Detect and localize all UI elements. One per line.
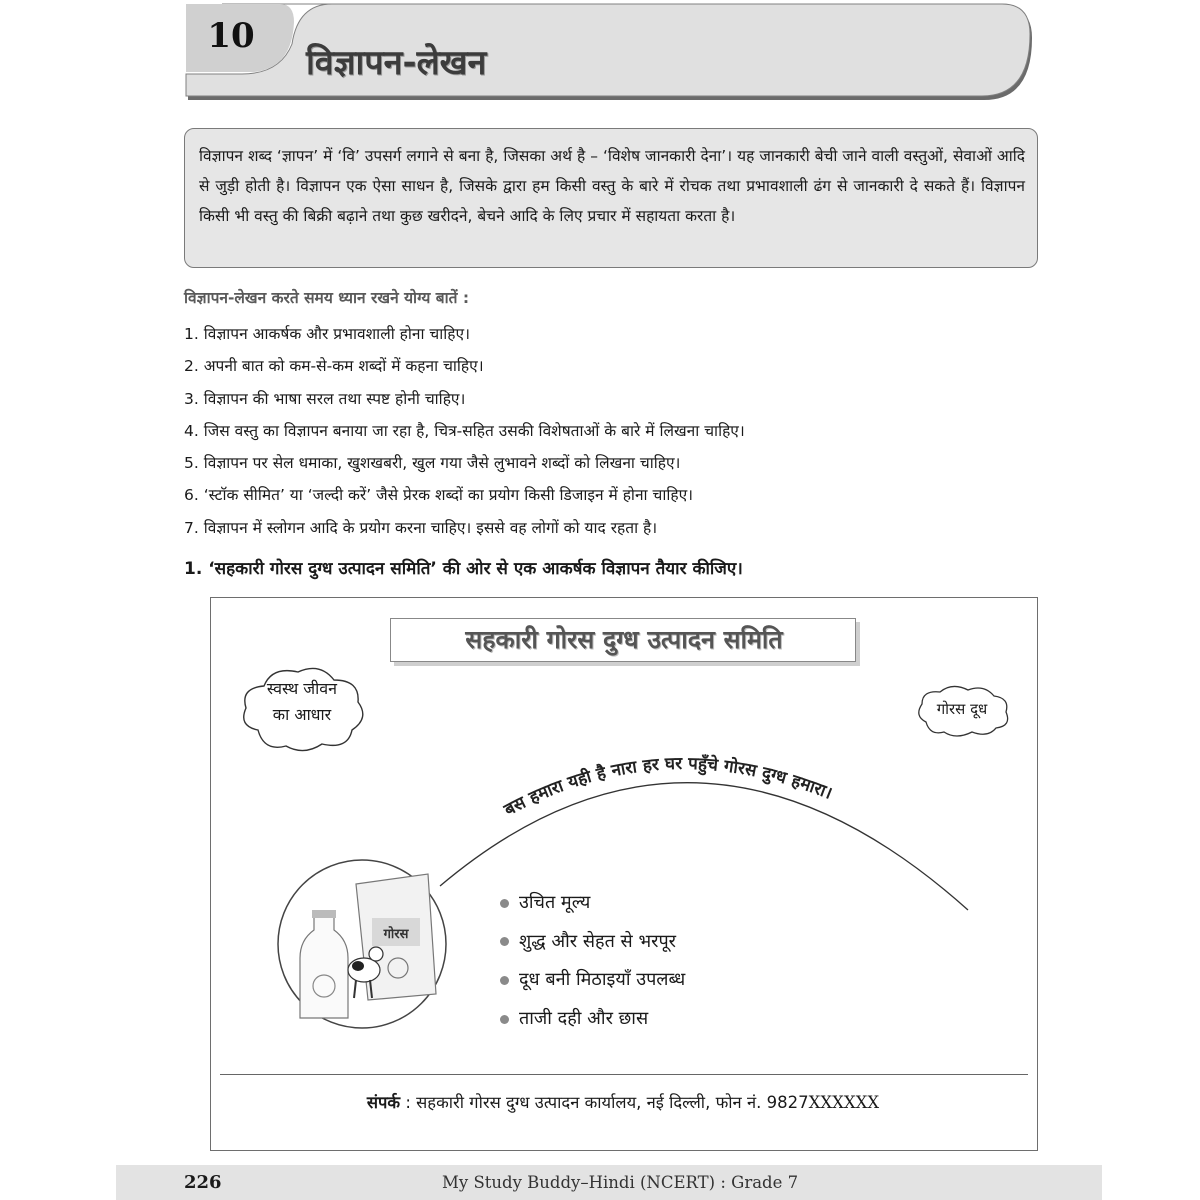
feature-item <box>500 884 685 923</box>
bullet-icon <box>500 976 509 985</box>
footer-book-title: My Study Buddy–Hindi (NCERT) : Grade 7 <box>442 1173 799 1192</box>
tip-item: 7. विज्ञापन में स्लोगन आदि के प्रयोग करना चाहिए। इससे वह लोगों को याद रहता है। <box>184 518 658 537</box>
chapter-number: 10 <box>207 16 255 56</box>
tip-item: 2. अपनी बात को कम-से-कम शब्दों में कहना चाहिए। <box>184 357 484 376</box>
tip-item: 3. विज्ञापन की भाषा सरल तथा स्पष्ट होनी चाहिए। <box>184 389 466 408</box>
product-illustration <box>276 858 448 1030</box>
bullet-icon <box>500 937 509 946</box>
feature-item <box>500 1000 685 1039</box>
feature-text: दूध बनी मिठाइयाँ उपलब्ध <box>519 969 686 991</box>
ad-title: सहकारी गोरस दुग्ध उत्पादन समिति <box>465 625 783 654</box>
contact-phone-mask: XXXXXX <box>808 1093 880 1112</box>
contact-label: संपर्क <box>366 1093 401 1112</box>
feature-item <box>500 961 685 1000</box>
contact-line <box>210 1090 1036 1113</box>
tips-list <box>184 318 745 544</box>
bullet-icon <box>500 899 509 908</box>
bullet-icon <box>500 1015 509 1024</box>
bubble-left-text <box>244 676 360 728</box>
chapter-title: विज्ञापन-लेखन <box>306 43 487 83</box>
feature-text: ताजी दही और छास <box>519 1008 649 1030</box>
question: 1. ‘सहकारी गोरस दुग्ध उत्पादन समिति’ की ओर से एक आकर्षक विज्ञापन तैयार कीजिए। <box>184 559 743 579</box>
contact-divider <box>220 1074 1028 1075</box>
intro-box: विज्ञापन शब्द ‘ज्ञापन’ में ‘वि’ उपसर्ग लगाने से बना है, जिसका अर्थ है – ‘विशेष जानकारी देना’। यह जानकारी बेची जाने वाली वस्तुओं, सेवाओं आदि से जुड़ी होती है। विज्ञापन एक ऐसा साधन है, जिसके द्वारा हम किसी वस्तु के बारे में रोचक तथा प्रभावशाली ढंग से जानकारी दे सकते हैं। विज्ञापन किसी भी वस्तु की बिक्री बढ़ाने तथा कुछ खरीदने, बेचने आदि के लिए प्रचार में सहायता करता है। <box>184 128 1038 268</box>
tip-item: 5. विज्ञापन पर सेल धमाका, खुशखबरी, खुल गया जैसे लुभावने शब्दों को लिखना चाहिए। <box>184 454 681 473</box>
feature-list <box>500 884 685 1039</box>
feature-item <box>500 923 685 962</box>
bubble-left-line: स्वस्थ जीवन <box>266 679 338 698</box>
tip-item: 6. ‘स्टॉक सीमित’ या ‘जल्दी करें’ जैसे प्रेरक शब्दों का प्रयोग किसी डिजाइन में होना चाहिए। <box>184 486 694 505</box>
contact-text: : सहकारी गोरस दुग्ध उत्पादन कार्यालय, नई दिल्ली, फोन नं. 9827 <box>400 1093 809 1112</box>
bubble-left-line: का आधार <box>272 705 332 724</box>
feature-text: शुद्ध और सेहत से भरपूर <box>519 930 677 952</box>
feature-text: उचित मूल्य <box>519 892 591 913</box>
tips-heading: विज्ञापन-लेखन करते समय ध्यान रखने योग्य बातें : <box>184 289 470 307</box>
bubble-right-text: गोरस दूध <box>936 700 988 718</box>
slogan-text <box>500 753 835 821</box>
slogan-text-path: बस हमारा यही है नारा हर घर पहुँचे गोरस दुग्ध हमारा। <box>500 753 835 821</box>
page-number: 226 <box>184 1172 222 1193</box>
tip-item: 1. विज्ञापन आकर्षक और प्रभावशाली होना चाहिए। <box>184 325 470 343</box>
tip-item: 4. जिस वस्तु का विज्ञापन बनाया जा रहा है, चित्र-सहित उसकी विशेषताओं के बारे में लिखना चाहिए। <box>184 421 745 440</box>
product-label: गोरस <box>383 927 409 942</box>
